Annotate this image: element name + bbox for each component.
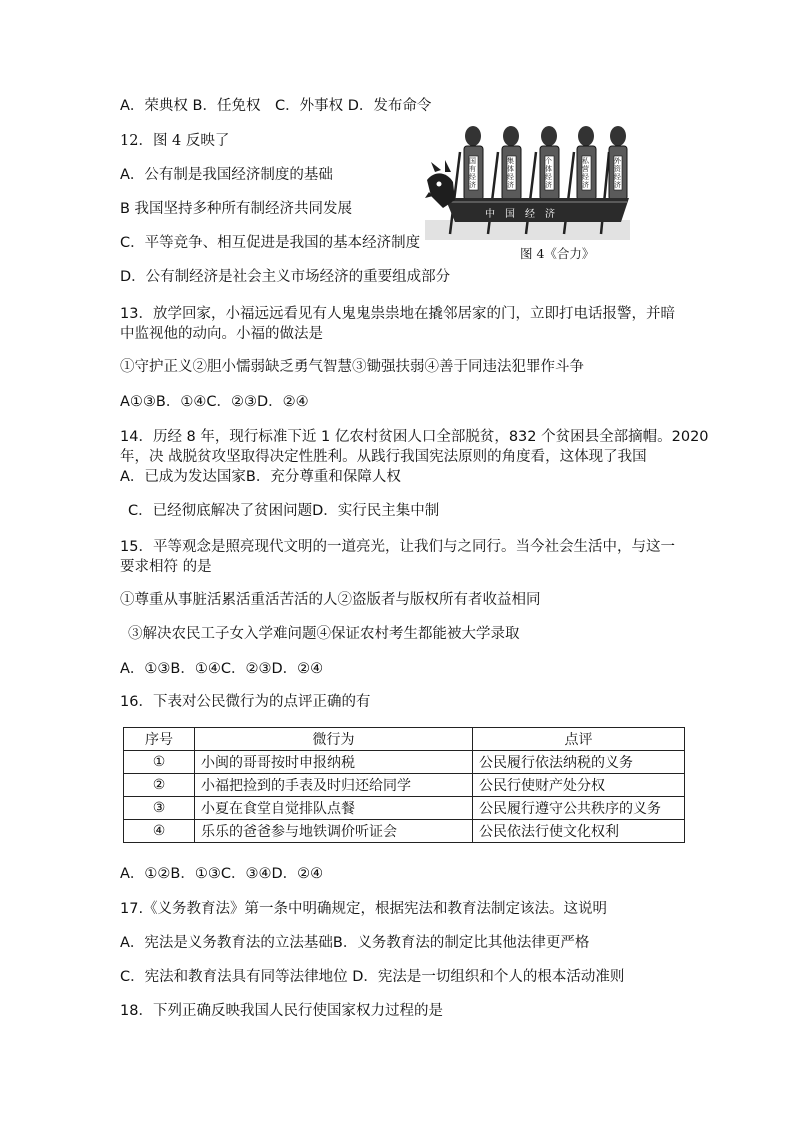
- table-cell: 小夏在食堂自觉排队点餐: [195, 797, 473, 820]
- q12-option-d: D．公有制经济是社会主义市场经济的重要组成部分: [120, 269, 451, 285]
- table-cell: 公民行使财产处分权: [473, 774, 685, 797]
- q17-options-ab: A．宪法是义务教育法的立法基础B．义务教育法的制定比其他法律更严格: [120, 935, 590, 951]
- q15-items-line-1: ①尊重从事脏活累活重活苦活的人②盗版者与版权所有者收益相同: [120, 592, 541, 608]
- q12-stem: 12．图 4 反映了: [120, 133, 230, 149]
- q13-items: ①守护正义②胆小懦弱缺乏勇气智慧③锄强扶弱④善于同违法犯罪作斗争: [120, 359, 584, 375]
- q12-option-b: B 我国坚持多种所有制经济共同发展: [120, 201, 353, 217]
- rower-label: 个体经济: [545, 157, 552, 189]
- rower-label: 国有经济: [469, 157, 476, 189]
- q15-options: A．①③B．①④C．②③D．②④: [120, 661, 324, 677]
- table-header: 微行为: [195, 728, 473, 751]
- rower-label: 外资经济: [614, 157, 621, 189]
- q12-option-a: A．公有制是我国经济制度的基础: [120, 167, 333, 183]
- q17-options-cd: C．宪法和教育法具有同等法律地位 D．宪法是一切组织和个人的根本活动准则: [120, 969, 625, 985]
- civic-behavior-table: [123, 727, 685, 843]
- q15-stem-line-2: 要求相符 的是: [120, 559, 212, 575]
- q13-stem-line-2: 中监视他的动向。小福的做法是: [120, 326, 323, 342]
- table-cell: ④: [124, 820, 195, 843]
- q16-options: A．①②B．①③C．③④D．②④: [120, 866, 324, 882]
- table-row: [124, 774, 685, 797]
- q11-options: A．荣典权 B．任免权 C．外事权 D．发布命令: [120, 98, 432, 114]
- q15-items-line-2: ③解决农民工子女入学难问题④保证农村考生都能被大学录取: [128, 626, 520, 642]
- q18-stem: 18．下列正确反映我国人民行使国家权力过程的是: [120, 1003, 443, 1019]
- table-header-row: [124, 728, 685, 751]
- q16-stem: 16．下表对公民微行为的点评正确的有: [120, 694, 371, 710]
- q13-options: A①③B．①④C．②③D．②④: [120, 394, 309, 410]
- table-cell: ②: [124, 774, 195, 797]
- boat-label: 中 国 经 济: [485, 209, 555, 220]
- table-cell: 公民依法行使文化权利: [473, 820, 685, 843]
- q12-option-c: C．平等竞争、相互促进是我国的基本经济制度: [120, 235, 421, 251]
- table-cell: 公民履行遵守公共秩序的义务: [473, 797, 685, 820]
- table-cell: 公民履行依法纳税的义务: [473, 751, 685, 774]
- rower-label: 集体经济: [507, 157, 514, 189]
- rower-label: 私营经济: [582, 157, 589, 189]
- table-header: 点评: [473, 728, 685, 751]
- table-cell: ①: [124, 751, 195, 774]
- table-cell: 小闽的哥哥按时申报纳税: [195, 751, 473, 774]
- q13-stem-line-1: 13．放学回家，小福远远看见有人鬼鬼祟祟地在撬邻居家的门，立即打电话报警，并暗: [120, 306, 675, 322]
- q14-stem-line-2: 年，决 战脱贫攻坚取得决定性胜利。从践行我国宪法原则的角度看，这体现了我国: [120, 449, 647, 465]
- figure-4-dragon-boat: [425, 122, 630, 262]
- figure-caption: 图 4《合力》: [520, 246, 595, 261]
- table-header: 序号: [124, 728, 195, 751]
- dragon-boat-illustration: [425, 122, 630, 242]
- table-cell: 乐乐的爸爸参与地铁调价听证会: [195, 820, 473, 843]
- q15-stem-line-1: 15．平等观念是照亮现代文明的一道亮光，让我们与之同行。当今社会生活中，与这一: [120, 539, 675, 555]
- q14-options-cd: C．已经彻底解决了贫困问题D．实行民主集中制: [128, 503, 440, 519]
- table-cell: ③: [124, 797, 195, 820]
- table-row: [124, 797, 685, 820]
- q14-options-ab: A．已成为发达国家B．充分尊重和保障人权: [120, 469, 401, 485]
- table-row: [124, 751, 685, 774]
- table-row: [124, 820, 685, 843]
- table-cell: 小福把捡到的手表及时归还给同学: [195, 774, 473, 797]
- q14-stem-line-1: 14．历经 8 年，现行标准下近 1 亿农村贫困人口全部脱贫，832 个贫困县全部摘帽。2020: [120, 429, 709, 445]
- q17-stem: 17.《义务教育法》第一条中明确规定，根据宪法和教育法制定该法。这说明: [120, 901, 608, 917]
